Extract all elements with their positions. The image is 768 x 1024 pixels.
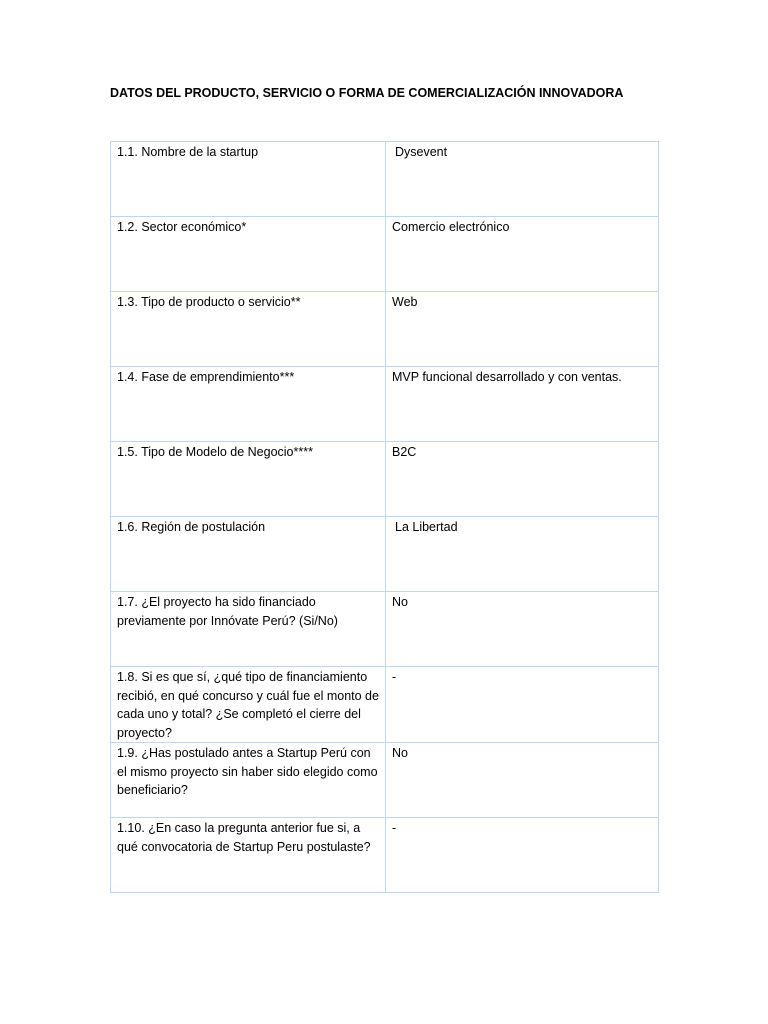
answer-cell: - (386, 667, 659, 743)
table-row (111, 142, 659, 217)
table-row (111, 592, 659, 667)
question-cell: 1.1. Nombre de la startup (111, 142, 386, 217)
table-row (111, 743, 659, 818)
table-row (111, 442, 659, 517)
startup-data-table (110, 141, 659, 893)
answer-cell: B2C (386, 442, 659, 517)
table-row (111, 667, 659, 743)
answer-cell: No (386, 592, 659, 667)
table-row (111, 217, 659, 292)
answer-cell: Comercio electrónico (386, 217, 659, 292)
answer-cell: Web (386, 292, 659, 367)
question-cell: 1.10. ¿En caso la pregunta anterior fue si, a qué convocatoria de Startup Peru postulaste? (111, 818, 386, 893)
table-row (111, 818, 659, 893)
question-cell: 1.5. Tipo de Modelo de Negocio**** (111, 442, 386, 517)
answer-cell: La Libertad (386, 517, 659, 592)
question-cell: 1.6. Región de postulación (111, 517, 386, 592)
question-cell: 1.2. Sector económico* (111, 217, 386, 292)
table-row (111, 367, 659, 442)
answer-cell: Dysevent (386, 142, 659, 217)
answer-cell: - (386, 818, 659, 893)
table-row (111, 517, 659, 592)
answer-cell: MVP funcional desarrollado y con ventas. (386, 367, 659, 442)
question-cell: 1.3. Tipo de producto o servicio** (111, 292, 386, 367)
question-cell: 1.9. ¿Has postulado antes a Startup Perú con el mismo proyecto sin haber sido elegido como beneficiario? (111, 743, 386, 818)
table-row (111, 292, 659, 367)
question-cell: 1.7. ¿El proyecto ha sido financiado previamente por Innóvate Perú? (Si/No) (111, 592, 386, 667)
question-cell: 1.4. Fase de emprendimiento*** (111, 367, 386, 442)
answer-cell: No (386, 743, 659, 818)
question-cell: 1.8. Si es que sí, ¿qué tipo de financiamiento recibió, en qué concurso y cuál fue el monto de cada uno y total? ¿Se completó el cierre del proyecto? (111, 667, 386, 743)
document-title: DATOS DEL PRODUCTO, SERVICIO O FORMA DE COMERCIALIZACIÓN INNOVADORA (110, 86, 624, 100)
